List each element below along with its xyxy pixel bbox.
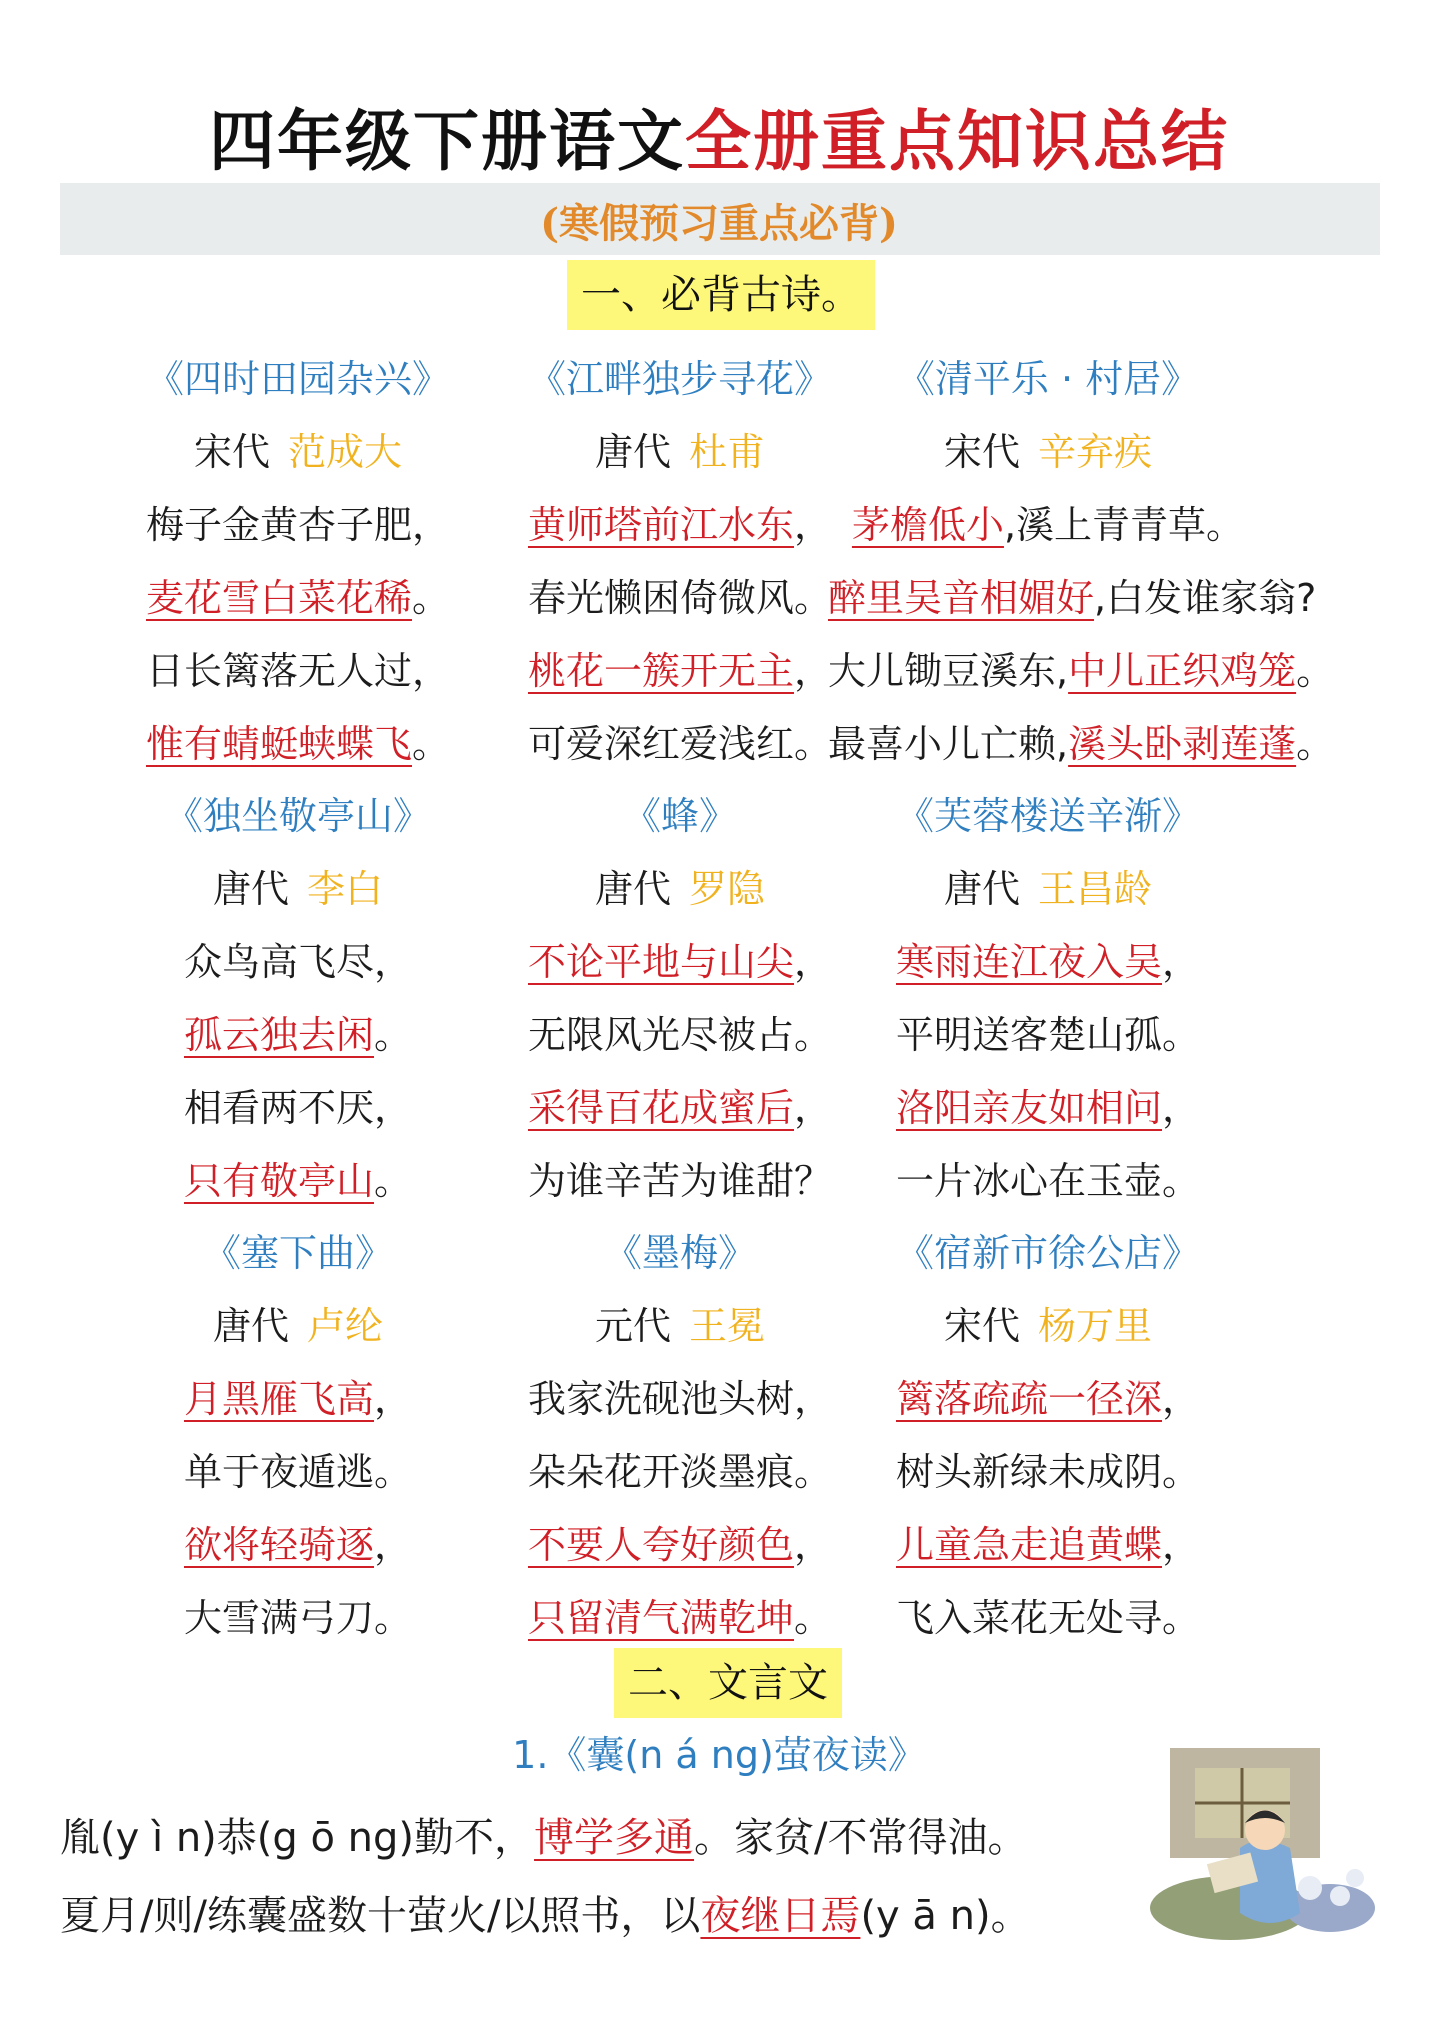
key-phrase: 儿童急走追黄蝶 <box>895 1523 1162 1567</box>
poem-line <box>828 1436 1268 1509</box>
poem-title: 《宿新市徐公店》 <box>895 1231 1200 1275</box>
text-segment: 。 <box>374 1013 413 1057</box>
poem-dynasty: 唐代 <box>943 867 1020 911</box>
poem-block <box>78 780 518 1217</box>
poem-line <box>828 1145 1268 1218</box>
text-segment: 。 <box>794 1596 833 1640</box>
poem-block <box>78 1217 518 1654</box>
poem-line <box>828 1509 1268 1582</box>
text-segment: 。家贫/不常得油。 <box>694 1815 1028 1861</box>
poem-title: 《墨梅》 <box>603 1231 756 1275</box>
key-phrase: 中儿正织鸡笼 <box>1068 649 1297 693</box>
poem-line <box>78 1363 518 1436</box>
text-segment: ,溪上青青草。 <box>1003 503 1245 547</box>
text-segment: 树头新绿未成阴。 <box>895 1450 1200 1494</box>
text-segment: 大儿锄豆溪东, <box>828 649 1069 693</box>
text-segment: ， <box>374 1523 413 1567</box>
key-phrase: 只留清气满乾坤 <box>527 1596 794 1640</box>
text-segment: 平明送客楚山孤。 <box>895 1013 1200 1057</box>
poem-line <box>78 708 518 781</box>
text-segment: 。 <box>1296 722 1335 766</box>
key-phrase: 桃花一簇开无主 <box>527 649 794 693</box>
poem-author <box>78 416 518 489</box>
poem-line <box>78 489 518 562</box>
poem-line <box>828 926 1268 999</box>
poem-line <box>828 635 1335 708</box>
key-phrase: 洛阳亲友如相问 <box>895 1086 1162 1130</box>
poem-title: 《芙蓉楼送辛渐》 <box>895 794 1200 838</box>
text-segment: ， <box>1162 1523 1201 1567</box>
poem-title: 《清平乐 · 村居》 <box>896 357 1200 401</box>
text-segment: 为谁辛苦为谁甜？ <box>527 1159 832 1203</box>
poem-line <box>78 1145 518 1218</box>
text-segment: 朵朵花开淡墨痕。 <box>527 1450 832 1494</box>
poem-line <box>78 562 518 635</box>
subtitle: (寒假预习重点必背) <box>540 200 898 247</box>
text-segment: ,白发谁家翁? <box>1094 576 1317 620</box>
text-segment: 众鸟高飞尽， <box>183 940 412 984</box>
poem-line <box>78 926 518 999</box>
wenyanwen-line-1 <box>60 1806 1028 1863</box>
poem-dynasty: 唐代 <box>594 430 671 474</box>
key-phrase: 孤云独去闲 <box>183 1013 374 1057</box>
key-phrase: 麦花雪白菜花稀 <box>145 576 412 620</box>
key-phrase: 欲将轻骑逐 <box>183 1523 374 1567</box>
poem-author-name: 辛弃疾 <box>1038 430 1153 474</box>
poem-author <box>828 853 1268 926</box>
poem-author <box>78 853 518 926</box>
poem-block <box>78 343 518 780</box>
poem-line <box>828 1582 1268 1655</box>
poem-dynasty: 宋代 <box>193 430 270 474</box>
poem-author-name: 罗隐 <box>689 867 766 911</box>
poem-author <box>828 416 1268 489</box>
poem-title: 《蜂》 <box>622 794 737 838</box>
text-segment: ， <box>1162 1086 1201 1130</box>
poem-block <box>828 1217 1268 1654</box>
key-phrase: 茅檐低小 <box>851 503 1004 547</box>
text-segment: 我家洗砚池头树， <box>527 1377 832 1421</box>
text-segment: 相看两不厌， <box>183 1086 412 1130</box>
poem-title: 《江畔独步寻花》 <box>527 357 832 401</box>
title-red: 全册重点知识总结 <box>685 102 1229 180</box>
wenyanwen-title: 1.《囊(n á ng)萤夜读》 <box>512 1733 926 1777</box>
poem-author-name: 范成大 <box>288 430 403 474</box>
poem-dynasty: 唐代 <box>212 867 289 911</box>
text-segment: 胤(y ì n)恭(g ō ng)勤不， <box>60 1815 535 1861</box>
page-title <box>0 88 1438 183</box>
text-segment: 最喜小儿亡赖, <box>828 722 1069 766</box>
text-segment: ， <box>794 1523 833 1567</box>
text-segment: 夏月/则/练囊盛数十萤火/以照书，以 <box>60 1893 701 1939</box>
poem-line <box>78 1072 518 1145</box>
poem-author-name: 李白 <box>307 867 384 911</box>
text-segment: 。 <box>412 576 451 620</box>
poem-column-right <box>828 343 1335 1654</box>
poem-dynasty: 唐代 <box>594 867 671 911</box>
key-phrase: 夜继日焉 <box>700 1893 861 1939</box>
text-segment: ， <box>794 649 833 693</box>
poem-title: 《四时田园杂兴》 <box>145 357 450 401</box>
key-phrase: 醉里吴音相媚好 <box>828 576 1095 620</box>
text-segment: 。 <box>1296 649 1335 693</box>
section-heading-poems: 一、必背古诗。 <box>567 260 875 330</box>
poem-author-name: 杨万里 <box>1038 1304 1153 1348</box>
text-segment: 梅子金黄杏子肥， <box>145 503 450 547</box>
poem-author <box>828 1290 1268 1363</box>
text-segment: 大雪满弓刀。 <box>183 1596 412 1640</box>
text-segment: ， <box>794 1086 833 1130</box>
text-segment: ， <box>374 1377 413 1421</box>
key-phrase: 采得百花成蜜后 <box>527 1086 794 1130</box>
text-segment: 。 <box>412 722 451 766</box>
poem-line <box>828 1072 1268 1145</box>
poem-line <box>78 635 518 708</box>
text-segment: 单于夜遁逃。 <box>183 1450 412 1494</box>
key-phrase: 惟有蜻蜓蛱蝶飞 <box>145 722 412 766</box>
text-segment: 。 <box>374 1159 413 1203</box>
text-segment: 可爱深红爱浅红。 <box>527 722 832 766</box>
poem-line <box>78 1509 518 1582</box>
poem-block <box>828 780 1268 1217</box>
text-segment: ， <box>794 503 833 547</box>
text-segment: 春光懒困倚微风。 <box>527 576 832 620</box>
key-phrase: 寒雨连江夜入吴 <box>895 940 1162 984</box>
text-segment: 一片冰心在玉壶。 <box>895 1159 1200 1203</box>
poem-column-left <box>78 343 518 1654</box>
poem-author-name: 卢纶 <box>307 1304 384 1348</box>
poem-title: 《塞下曲》 <box>202 1231 393 1275</box>
poem-line <box>78 1582 518 1655</box>
text-segment: 飞入菜花无处寻。 <box>895 1596 1200 1640</box>
poem-line <box>828 999 1268 1072</box>
text-segment: 日长篱落无人过， <box>145 649 450 693</box>
key-phrase: 不论平地与山尖 <box>527 940 794 984</box>
key-phrase: 月黑雁飞高 <box>183 1377 374 1421</box>
poem-line <box>78 1436 518 1509</box>
poem-author-name: 王昌龄 <box>1038 867 1153 911</box>
poem-line <box>828 489 1268 562</box>
text-segment: ， <box>1162 940 1201 984</box>
poem-line <box>828 708 1335 781</box>
wenyanwen-line-2 <box>60 1884 1031 1941</box>
key-phrase: 博学多通 <box>534 1815 695 1861</box>
key-phrase: 溪头卧剥莲蓬 <box>1068 722 1297 766</box>
section-heading-wenyanwen: 二、文言文 <box>614 1648 842 1718</box>
text-segment: (y ā n)。 <box>860 1893 1031 1939</box>
poem-line <box>828 562 1317 635</box>
reading-boy-illustration <box>1140 1738 1380 1948</box>
poem-author <box>78 1290 518 1363</box>
title-black: 四年级下册语文 <box>209 102 685 180</box>
poem-line <box>78 999 518 1072</box>
poem-author-name: 杜甫 <box>689 430 766 474</box>
text-segment: 无限风光尽被占。 <box>527 1013 832 1057</box>
key-phrase: 篱落疏疏一径深 <box>895 1377 1162 1421</box>
key-phrase: 不要人夸好颜色 <box>527 1523 794 1567</box>
poem-title: 《独坐敬亭山》 <box>164 794 431 838</box>
key-phrase: 只有敬亭山 <box>183 1159 374 1203</box>
poem-dynasty: 宋代 <box>943 1304 1020 1348</box>
poem-line <box>828 1363 1268 1436</box>
poem-dynasty: 元代 <box>594 1304 671 1348</box>
key-phrase: 黄师塔前江水东 <box>527 503 794 547</box>
poem-block <box>828 343 1335 780</box>
poem-dynasty: 宋代 <box>943 430 1020 474</box>
poem-author-name: 王冕 <box>689 1304 766 1348</box>
text-segment: ， <box>794 940 833 984</box>
poem-dynasty: 唐代 <box>212 1304 289 1348</box>
text-segment: ， <box>1162 1377 1201 1421</box>
